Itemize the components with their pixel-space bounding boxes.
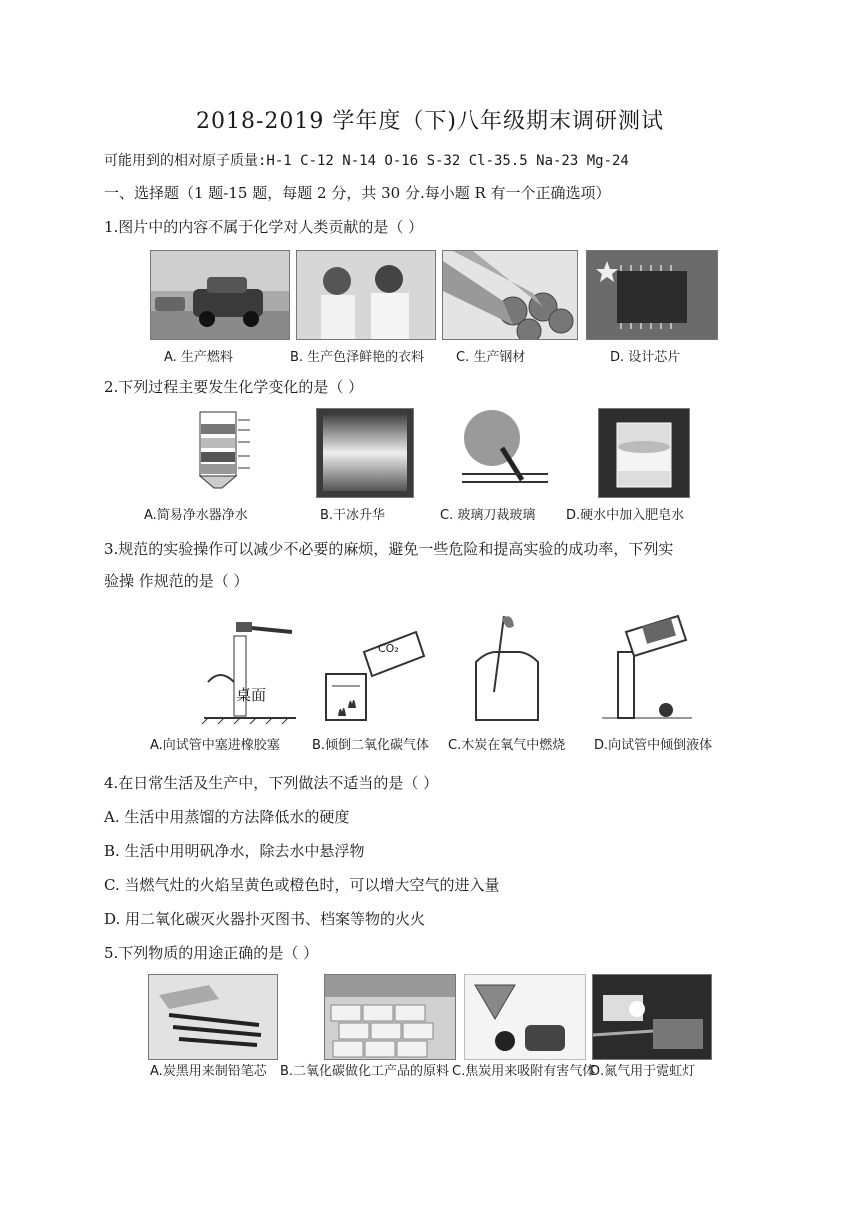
caption-c: C.木炭在氧气中燃烧 [448, 738, 566, 753]
caption-a: A.向试管中塞进橡胶塞 [150, 738, 280, 753]
co2-label: CO₂ [378, 642, 399, 655]
caption-b: B.倾倒二氧化碳气体 [312, 738, 430, 753]
question-3-stem-line1: 3.规范的实验操作可以减少不必要的麻烦，避免一些危险和提高实验的成功率，下列实 [104, 540, 674, 558]
section-heading: 一、选择题（1 题-15 题，每题 2 分，共 30 分.每小题 R 有一个正确选项） [104, 184, 611, 202]
question-1-stem: 1.图片中的内容不属于化学对人类贡献的是（ ） [104, 218, 424, 236]
page-title: 2018-2019 学年度（下)八年级期末调研测试 [196, 109, 664, 134]
option-d: D. 用二氧化碳灭火器扑灭图书、档案等物的火火 [104, 910, 426, 928]
caption-d: D.硬水中加入肥皂水 [566, 508, 685, 523]
sacks-image [325, 975, 455, 1059]
car-image [151, 251, 289, 339]
glass-cutter-image [452, 408, 552, 496]
beaker-image [599, 409, 689, 497]
caption-c: C. 生产钢材 [456, 350, 526, 365]
option-c: C. 当燃气灶的火焰呈黄色或橙色时，可以增大空气的进入量 [104, 876, 500, 894]
caption-c: C.焦炭用来吸附有害气体 [452, 1064, 596, 1079]
figure-stopper [150, 612, 300, 753]
neon-light-image [593, 975, 711, 1059]
figure-glass-cutter [440, 408, 552, 523]
pour-co2-image [320, 612, 430, 724]
figure-pour-liquid [594, 612, 713, 753]
dry-ice-image [317, 409, 413, 497]
option-b: B. 生活中用明矾净水，除去水中悬浮物 [104, 842, 365, 860]
figure-water-purifier [144, 408, 270, 523]
coke-image [465, 975, 585, 1059]
question-3-stem-line2: 验操 作规范的是（ ） [104, 572, 249, 590]
caption-b: B.干冰升华 [320, 508, 386, 523]
pour-liquid-image [596, 612, 696, 724]
water-purifier-image [180, 408, 270, 496]
caption-d: D.氮气用于霓虹灯 [590, 1064, 696, 1079]
caption-a: A. 生产燃料 [164, 350, 233, 365]
question-2-stem: 2.下列过程主要发生化学变化的是（ ） [104, 378, 364, 396]
desk-label: 桌面 [236, 686, 267, 704]
figure-charcoal [448, 612, 566, 753]
caption-b: B.二氧化碳做化工产品的原料 [280, 1064, 450, 1079]
question-5-stem: 5.下列物质的用途正确的是（ ） [104, 944, 319, 962]
steel-bars-image [443, 251, 577, 339]
question-4-stem: 4.在日常生活及生产中，下列做法不适当的是（ ） [104, 774, 439, 792]
caption-b: B. 生产色泽鲜艳的衣料 [290, 350, 425, 365]
pencil-lead-image [149, 975, 277, 1059]
caption-d: D.向试管中倾倒液体 [594, 738, 713, 753]
atomic-masses: 可能用到的相对原子质量:H-1 C-12 N-14 O-16 S-32 Cl-35.5 Na-23 Mg-24 [104, 153, 629, 169]
caption-c: C. 玻璃刀裁玻璃 [440, 508, 536, 523]
caption-d: D. 设计芯片 [610, 350, 681, 365]
caption-a: A.简易净水器净水 [144, 508, 248, 523]
test-tube-stopper-image [200, 612, 300, 724]
charcoal-oxygen-image [468, 612, 558, 724]
people-image [297, 251, 435, 339]
caption-a: A.炭黑用来制铅笔芯 [150, 1064, 267, 1079]
figure-pour-co2 [312, 612, 430, 753]
option-a: A. 生活中用蒸馏的方法降低水的硬度 [104, 808, 350, 826]
chip-image [587, 251, 717, 339]
